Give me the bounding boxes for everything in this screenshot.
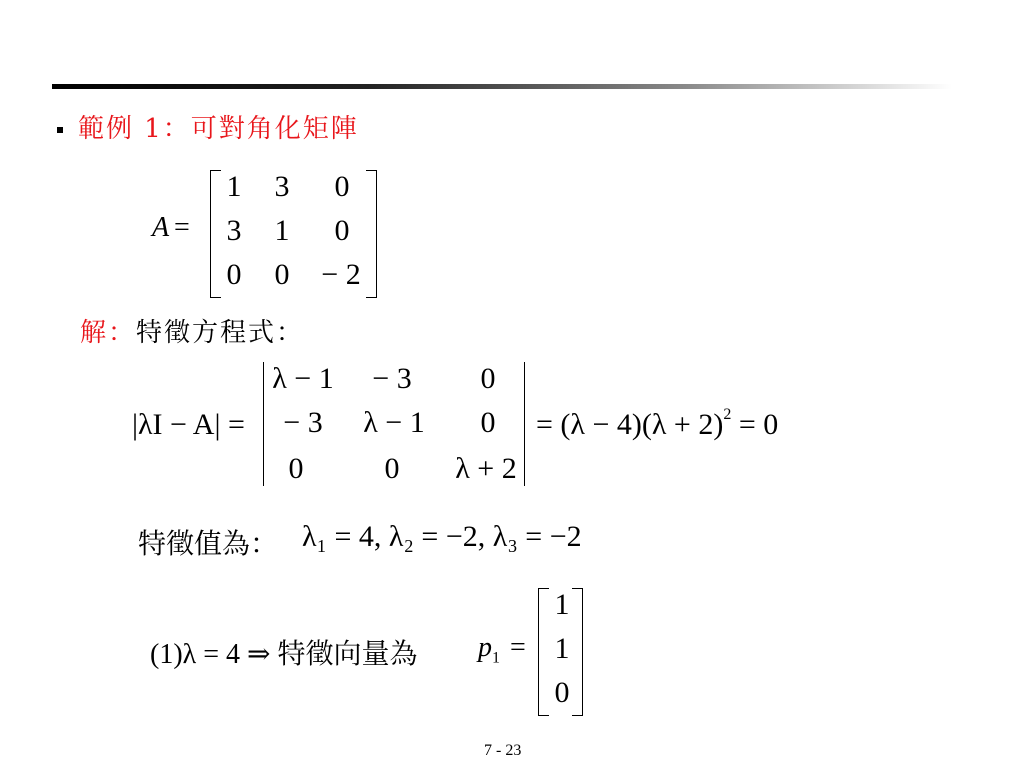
eigen-label: 特徵值為：: [138, 527, 279, 560]
matrix-a-equals: =: [174, 212, 190, 243]
matrix-a-cell: 1: [274, 214, 290, 247]
det-left-bar: [263, 362, 264, 486]
page-number: 7 - 23: [484, 742, 522, 759]
vector-cell: 0: [554, 676, 570, 709]
det-cell: λ − 1: [272, 362, 334, 395]
case1-vec-sub: 1: [492, 649, 500, 667]
det-cell: − 3: [372, 362, 412, 395]
solution-line: [80, 312, 304, 349]
char-eq-label: 特徵方程式：: [136, 318, 305, 348]
matrix-a-cell: 0: [334, 170, 350, 203]
matrix-a-cell: − 2: [321, 258, 361, 291]
case1-lhs: (1)λ = 4 ⇒ 特徵向量為: [150, 639, 418, 670]
det-cell: 0: [288, 452, 304, 485]
det-cell: 0: [480, 406, 496, 439]
det-rhs-tail: = 0: [738, 408, 779, 441]
bullet-icon: [57, 127, 63, 133]
det-cell: − 3: [283, 406, 323, 439]
det-rhs-exponent: 2: [723, 406, 732, 423]
case1-vec-p: p: [478, 632, 492, 663]
matrix-a-right-bracket: [366, 170, 377, 298]
case1-vector-name: [478, 632, 500, 668]
matrix-a-cell: 0: [274, 258, 290, 291]
slide-title: 範例 1：可對角化矩陣: [78, 114, 359, 144]
vector-cell: 1: [554, 588, 570, 621]
matrix-a-cell: 3: [226, 214, 242, 247]
det-lhs: |λI − A| =: [132, 408, 245, 441]
header-rule: [52, 84, 952, 89]
det-rhs-main: = (λ − 4)(λ + 2): [536, 408, 724, 441]
matrix-a-cell: 0: [226, 258, 242, 291]
case1-equals: =: [510, 632, 526, 663]
matrix-a-cell: 1: [226, 170, 242, 203]
eigen-values: λ₁ = 4, λ₂ = −2, λ₃ = −2: [302, 520, 582, 553]
solution-label: 解：: [80, 318, 137, 348]
det-cell: λ + 2: [455, 452, 517, 485]
det-cell: λ − 1: [363, 406, 425, 439]
vector-left-bracket: [538, 588, 549, 716]
det-cell: 0: [384, 452, 400, 485]
det-rhs: [536, 408, 778, 442]
vector-cell: 1: [554, 632, 570, 665]
matrix-a-left-bracket: [210, 170, 221, 298]
matrix-a-label: A: [152, 212, 170, 243]
det-right-bar: [524, 362, 525, 486]
matrix-a-cell: 3: [274, 170, 290, 203]
matrix-a-cell: 0: [334, 214, 350, 247]
det-cell: 0: [480, 362, 496, 395]
